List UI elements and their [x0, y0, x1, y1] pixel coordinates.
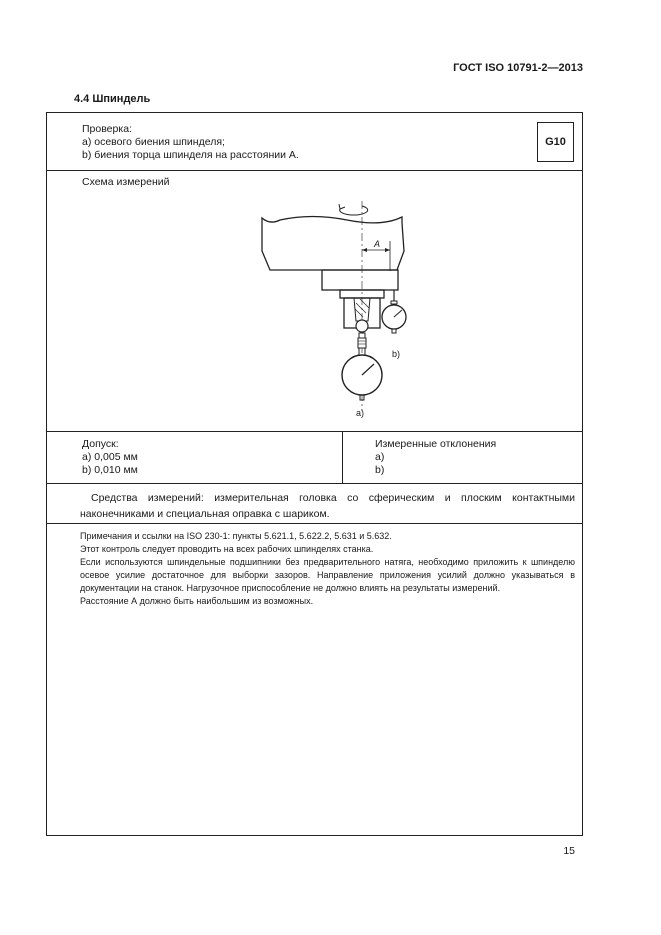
section-title: 4.4 Шпиндель — [74, 93, 151, 105]
note-line: Если используются шпиндельные подшипники без предварительного натяга, необходимо приложить к шпинделю осевое усилие достаточное для выборки зазоров. Направление приложения усилий должно указываться в документации на станок. Нагрузочное приспособление не должно влиять на результаты измерений. — [80, 557, 575, 593]
standard-code: ГОСТ ISO 10791-2—2013 — [453, 62, 583, 74]
divider — [47, 483, 582, 484]
divider — [47, 170, 582, 171]
check-table — [46, 112, 583, 836]
note-line: Расстояние А должно быть наибольшим из возможных. — [80, 596, 314, 606]
dial-a-label: a) — [356, 408, 365, 418]
spindle-diagram-svg — [252, 193, 412, 423]
measurement-diagram — [252, 193, 412, 423]
measured-item-b: b) — [375, 464, 385, 476]
note-line: Этот контроль следует проводить на всех рабочих шпинделях станка. — [80, 544, 374, 554]
divider — [47, 523, 582, 524]
notes-block — [80, 530, 575, 608]
divider — [342, 431, 343, 483]
measured-item-a: a) — [375, 451, 385, 463]
dial-b-label: b) — [392, 349, 401, 359]
tolerance-heading: Допуск: — [82, 438, 119, 450]
note-line: Примечания и ссылки на ISO 230-1: пункты 5.621.1, 5.622.2, 5.631 и 5.632. — [80, 531, 392, 541]
measuring-tools: Средства измерений: измерительная головка со сферическим и плоским контактными наконечниками и специальная оправка с шариком. — [80, 492, 575, 520]
scheme-heading: Схема измерений — [82, 176, 170, 188]
page-number: 15 — [563, 845, 575, 857]
measured-heading: Измеренные отклонения — [375, 438, 497, 450]
check-item-b: b) биения торца шпинделя на расстоянии А. — [82, 149, 299, 161]
tolerance-item-a: a) 0,005 мм — [82, 451, 138, 463]
check-code-badge: G10 — [537, 122, 574, 162]
dimension-a-label: A — [374, 239, 381, 249]
tolerance-item-b: b) 0,010 мм — [82, 464, 138, 476]
divider — [47, 431, 582, 432]
check-heading: Проверка: — [82, 123, 132, 135]
check-item-a: a) осевого биения шпинделя; — [82, 136, 225, 148]
